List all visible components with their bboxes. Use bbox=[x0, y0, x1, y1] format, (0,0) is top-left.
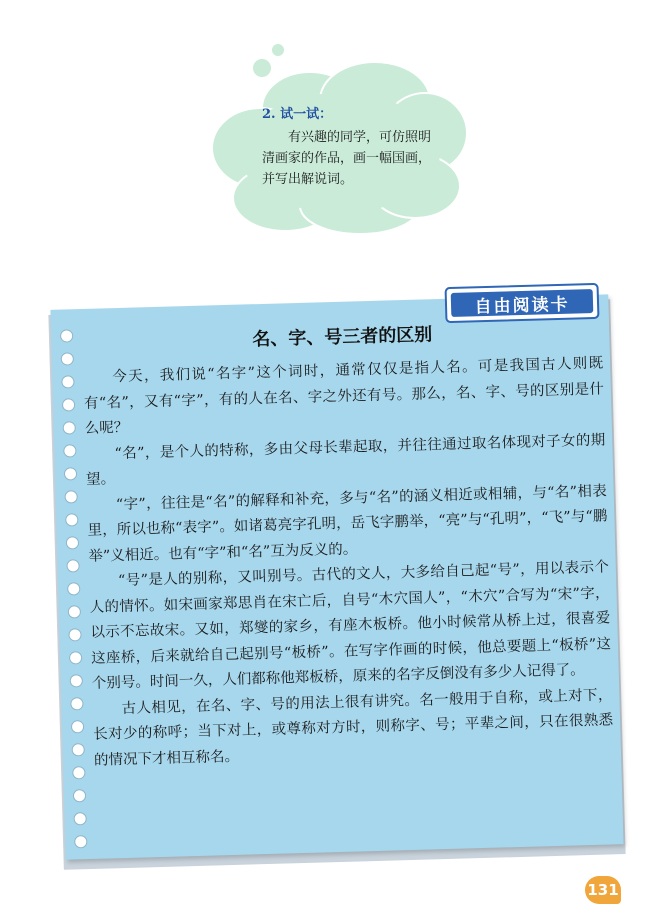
binder-hole bbox=[67, 582, 80, 595]
binder-hole bbox=[64, 490, 77, 503]
binder-hole bbox=[72, 743, 85, 756]
article-paragraph: 今天，我们说“名字”这个词时，通常仅仅是指人名。可是我国古人则既有“名”，又有“字”，有的人在名、字之外还有号。那么，名、字、号的区别是什么呢？ bbox=[83, 355, 605, 437]
binder-hole bbox=[64, 467, 77, 480]
article-title: 名、字、号三者的区别 bbox=[252, 324, 433, 351]
binder-hole bbox=[63, 444, 76, 457]
binder-hole bbox=[66, 536, 79, 549]
binder-hole bbox=[74, 835, 87, 848]
binder-hole bbox=[73, 789, 86, 802]
reading-card-tag-label: 自由阅读卡 bbox=[451, 289, 594, 317]
cloud-heading: 2. 试一试： bbox=[262, 107, 333, 122]
binder-hole bbox=[65, 513, 78, 526]
binder-hole bbox=[72, 766, 85, 779]
binder-hole bbox=[63, 421, 76, 434]
binder-hole bbox=[61, 352, 74, 365]
cloud-body: 有兴趣的同学，可仿照明清画家的作品，画一幅国画，并写出解说词。 bbox=[262, 130, 432, 187]
page-number-badge: 131 bbox=[585, 876, 621, 904]
cloud-text bbox=[262, 104, 432, 190]
binder-hole bbox=[71, 720, 84, 733]
binder-hole bbox=[62, 398, 75, 411]
binder-hole bbox=[61, 375, 74, 388]
binder-hole bbox=[70, 674, 83, 687]
article-paragraph: 古人相见，在名、字、号的用法上很有讲究。名一般用于自称，或上对下，长对少的称呼；当下对上，或尊称对方时，则称字、号；平辈之间，只在很熟悉的情况下才相互称名。 bbox=[93, 686, 614, 769]
binder-hole bbox=[60, 329, 73, 342]
binder-hole bbox=[68, 605, 81, 618]
article-paragraph: “号”是人的别称，又叫别号。古代的文人，大多给自己起“号”，用以表示个人的情怀。如宋画家郑思肖在宋亡后，自号“木穴国人”，“木穴”合写为“宋”字，以示不忘故宋。又如，郑燮的家乡，有座木板桥。他小时候常从桥上过，很喜爱这座桥，后来就给自己起别号“板桥”。在写字作画的时候，他总要题上“板桥”这个别号。时间一久，人们都称他郑板桥，原来的名字反倒没有多少人记得了。 bbox=[89, 559, 612, 692]
binder-hole bbox=[73, 812, 86, 825]
reading-card-content bbox=[82, 315, 614, 773]
article-paragraph: “字”，往往是“名”的解释和补充，多与“名”的涵义相近或相辅，与“名”相表里，所以也称“表字”。如诸葛亮字孔明，岳飞字鹏举，“亮”与“孔明”，“飞”与“鹏举”义相近。也有“字”和“名”互为反义的。 bbox=[87, 482, 608, 565]
binder-hole bbox=[66, 559, 79, 572]
binder-hole bbox=[68, 628, 81, 641]
thought-cloud bbox=[200, 38, 480, 238]
binder-hole bbox=[70, 697, 83, 710]
binder-hole bbox=[69, 651, 82, 664]
article-paragraph: “名”，是个人的特称，多由父母长辈起取，并往往通过取名体现对子女的期望。 bbox=[85, 431, 606, 488]
